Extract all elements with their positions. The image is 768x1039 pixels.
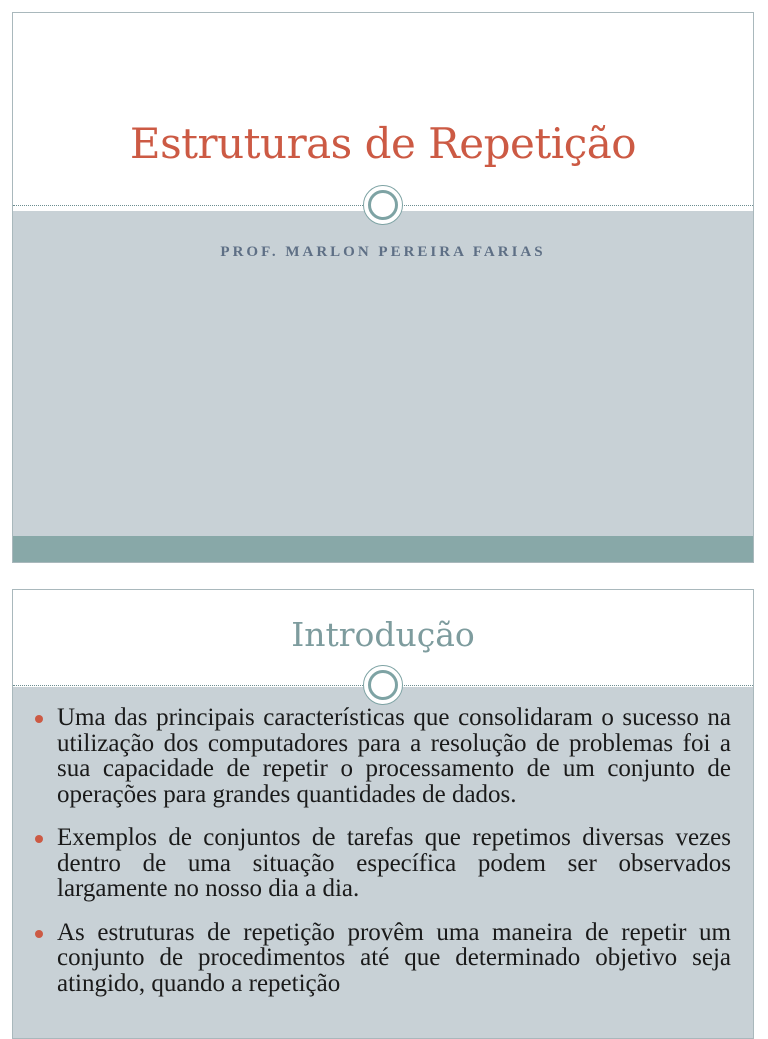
footer-band bbox=[13, 536, 753, 562]
title-slide-header bbox=[13, 13, 753, 205]
intro-slide bbox=[12, 589, 754, 1039]
bullet-text: As estruturas de repetição provêm uma maneira de repetir um conjunto de procedimentos até que determinado objetivo seja atingido, quando a repetição bbox=[57, 918, 731, 997]
bullet-item bbox=[35, 920, 731, 997]
bullet-text: Uma das principais características que consolidaram o sucesso na utilização dos computadores para a resolução de problemas foi a sua capacidade de repetir o processamento de um conjunto de operações para grandes quantidades de dados. bbox=[57, 704, 731, 808]
bullet-item bbox=[35, 825, 731, 902]
bullet-text: Exemplos de conjuntos de tarefas que repetimos diversas vezes dentro de uma situação específica podem ser observados largamente no nosso dia a dia. bbox=[57, 824, 731, 902]
title-slide bbox=[12, 12, 754, 563]
bullet-dot-icon bbox=[35, 715, 43, 723]
title-slide-body bbox=[13, 211, 753, 562]
ring-ornament-icon bbox=[363, 665, 403, 705]
slide-title: Introdução bbox=[291, 615, 475, 654]
bullet-dot-icon bbox=[35, 835, 43, 843]
ring-ornament-icon bbox=[363, 185, 403, 225]
bullet-item bbox=[35, 705, 731, 807]
presentation-title: Estruturas de Repetição bbox=[129, 119, 637, 168]
bullet-dot-icon bbox=[35, 930, 43, 938]
presenter-name: PROF. MARLON PEREIRA FARIAS bbox=[220, 244, 546, 260]
bullet-list bbox=[35, 705, 731, 1014]
